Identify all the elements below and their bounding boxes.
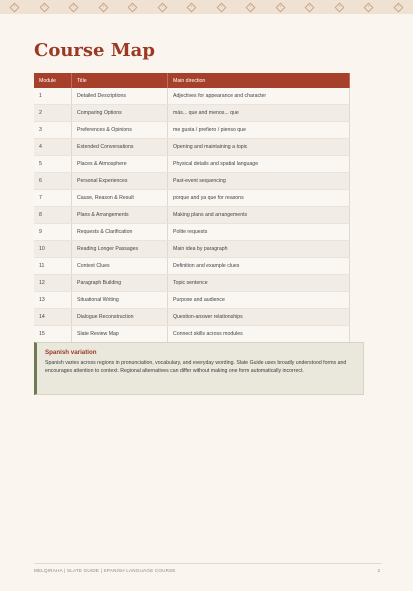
column-header-main-direction: Main direction <box>168 73 350 88</box>
table-row <box>34 258 350 275</box>
diamond-ornament-icon <box>393 2 403 12</box>
table-row <box>34 139 350 156</box>
course-map-table <box>34 73 350 343</box>
diamond-ornament-icon <box>98 2 108 12</box>
column-header-module: Module <box>34 73 72 88</box>
table-row <box>34 156 350 173</box>
diamond-ornament-icon <box>275 2 285 12</box>
main-direction-cell: Purpose and audience <box>168 292 350 309</box>
main-direction-cell: me gusta / prefiero / pienso que <box>168 122 350 139</box>
table-row <box>34 173 350 190</box>
module-title-cell: Dialogue Reconstruction <box>72 309 168 326</box>
spanish-variation-note <box>34 342 364 395</box>
module-title-cell: Comparing Options <box>72 105 168 122</box>
decorative-border <box>0 0 413 14</box>
module-title-cell: Extended Conversations <box>72 139 168 156</box>
module-title-cell: Cause, Reason & Result <box>72 190 168 207</box>
page-number: 2 <box>377 568 380 573</box>
module-title-cell: Detailed Descriptions <box>72 88 168 105</box>
module-number-cell: 10 <box>34 241 72 258</box>
main-direction-cell: Question-answer relationships <box>168 309 350 326</box>
table-row <box>34 309 350 326</box>
main-direction-cell: Polite requests <box>168 224 350 241</box>
column-header-title: Title <box>72 73 168 88</box>
module-number-cell: 5 <box>34 156 72 173</box>
module-title-cell: Paragraph Building <box>72 275 168 292</box>
main-direction-cell: Definition and example clues <box>168 258 350 275</box>
main-direction-cell: Past-event sequencing <box>168 173 350 190</box>
module-number-cell: 11 <box>34 258 72 275</box>
module-number-cell: 9 <box>34 224 72 241</box>
main-direction-cell: porque and ya que for reasons <box>168 190 350 207</box>
table-row <box>34 224 350 241</box>
module-title-cell: Situational Writing <box>72 292 168 309</box>
diamond-ornament-icon <box>364 2 374 12</box>
module-title-cell: Personal Experiences <box>72 173 168 190</box>
diamond-ornament-icon <box>39 2 49 12</box>
table-row <box>34 105 350 122</box>
main-direction-cell: más... que and menos... que <box>168 105 350 122</box>
module-number-cell: 3 <box>34 122 72 139</box>
module-number-cell: 8 <box>34 207 72 224</box>
module-number-cell: 15 <box>34 326 72 343</box>
diamond-ornament-icon <box>69 2 79 12</box>
main-direction-cell: Main idea by paragraph <box>168 241 350 258</box>
module-title-cell: Context Clues <box>72 258 168 275</box>
diamond-ornament-icon <box>187 2 197 12</box>
main-direction-cell: Physical details and spatial language <box>168 156 350 173</box>
module-number-cell: 6 <box>34 173 72 190</box>
table-row <box>34 88 350 105</box>
footer-text: MELQIRAHA | SLATE GUIDE | SPANISH LANGUAGE COURSE <box>34 568 176 573</box>
diamond-ornament-icon <box>246 2 256 12</box>
module-number-cell: 4 <box>34 139 72 156</box>
table-row <box>34 275 350 292</box>
note-body: Spanish varies across regions in pronunciation, vocabulary, and everyday wording. Slate Guide uses broadly understood forms and encourages attention to context. Regional alternatives can differ without making one form automatically incorrect. <box>45 360 347 374</box>
main-direction-cell: Topic sentence <box>168 275 350 292</box>
table-row <box>34 292 350 309</box>
main-direction-cell: Adjectives for appearance and character <box>168 88 350 105</box>
module-number-cell: 13 <box>34 292 72 309</box>
table-row <box>34 326 350 343</box>
module-number-cell: 12 <box>34 275 72 292</box>
module-title-cell: Preferences & Opinions <box>72 122 168 139</box>
diamond-ornament-icon <box>216 2 226 12</box>
table-row <box>34 207 350 224</box>
module-number-cell: 14 <box>34 309 72 326</box>
main-direction-cell: Opening and maintaining a topic <box>168 139 350 156</box>
note-title: Spanish variation <box>45 349 97 356</box>
module-title-cell: Reading Longer Passages <box>72 241 168 258</box>
module-number-cell: 1 <box>34 88 72 105</box>
module-title-cell: Plans & Arrangements <box>72 207 168 224</box>
module-title-cell: Slate Review Map <box>72 326 168 343</box>
table-header-row <box>34 73 350 88</box>
table-row <box>34 122 350 139</box>
module-number-cell: 7 <box>34 190 72 207</box>
diamond-ornament-icon <box>305 2 315 12</box>
main-direction-cell: Making plans and arrangements <box>168 207 350 224</box>
table-row <box>34 241 350 258</box>
page-title: Course Map <box>34 40 155 61</box>
table-body <box>34 88 350 343</box>
table-row <box>34 190 350 207</box>
module-title-cell: Requests & Clarification <box>72 224 168 241</box>
module-number-cell: 2 <box>34 105 72 122</box>
main-direction-cell: Connect skills across modules <box>168 326 350 343</box>
module-title-cell: Places & Atmosphere <box>72 156 168 173</box>
diamond-ornament-icon <box>10 2 20 12</box>
diamond-ornament-icon <box>128 2 138 12</box>
footer-divider <box>34 563 382 564</box>
diamond-ornament-icon <box>334 2 344 12</box>
diamond-ornament-icon <box>157 2 167 12</box>
